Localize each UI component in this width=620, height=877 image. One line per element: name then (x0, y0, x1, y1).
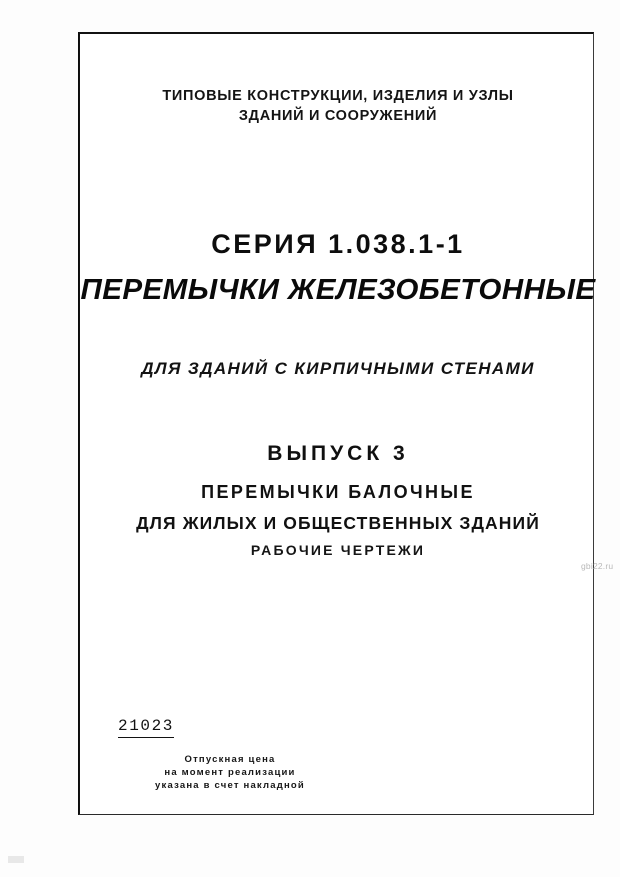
header-line-2: ЗДАНИЙ И СООРУЖЕНИЙ (238, 108, 438, 124)
issue-subtitle-2: ДЛЯ ЖИЛЫХ И ОБЩЕСТВЕННЫХ ЗДАНИЙ (136, 513, 540, 533)
document-main-title: ПЕРЕМЫЧКИ ЖЕЛЕЗОБЕТОННЫЕ (80, 274, 596, 306)
issue-subtitle-1: ПЕРЕМЫЧКИ БАЛОЧНЫЕ (201, 482, 475, 502)
price-stamp-note-line-1: Отпускная цена (184, 754, 276, 765)
site-watermark: gbi22.ru (581, 561, 614, 571)
price-stamp-note-line-3: указана в счет накладной (155, 780, 305, 791)
header-line-1: ТИПОВЫЕ КОНСТРУКЦИИ, ИЗДЕЛИЯ И УЗЛЫ (162, 88, 514, 104)
price-stamp-number: 21023 (118, 717, 174, 738)
scan-artifact (8, 856, 24, 863)
issue-number: ВЫПУСК 3 (267, 442, 409, 465)
page-border-frame (78, 32, 594, 815)
issue-subtitle-3: РАБОЧИЕ ЧЕРТЕЖИ (250, 542, 426, 558)
series-designation: СЕРИЯ 1.038.1-1 (211, 229, 465, 259)
cover-content (80, 34, 596, 817)
price-stamp-note (100, 753, 360, 792)
price-stamp-note-line-2: на момент реализации (164, 767, 296, 778)
document-subtitle: ДЛЯ ЗДАНИЙ С КИРПИЧНЫМИ СТЕНАМИ (141, 359, 535, 378)
